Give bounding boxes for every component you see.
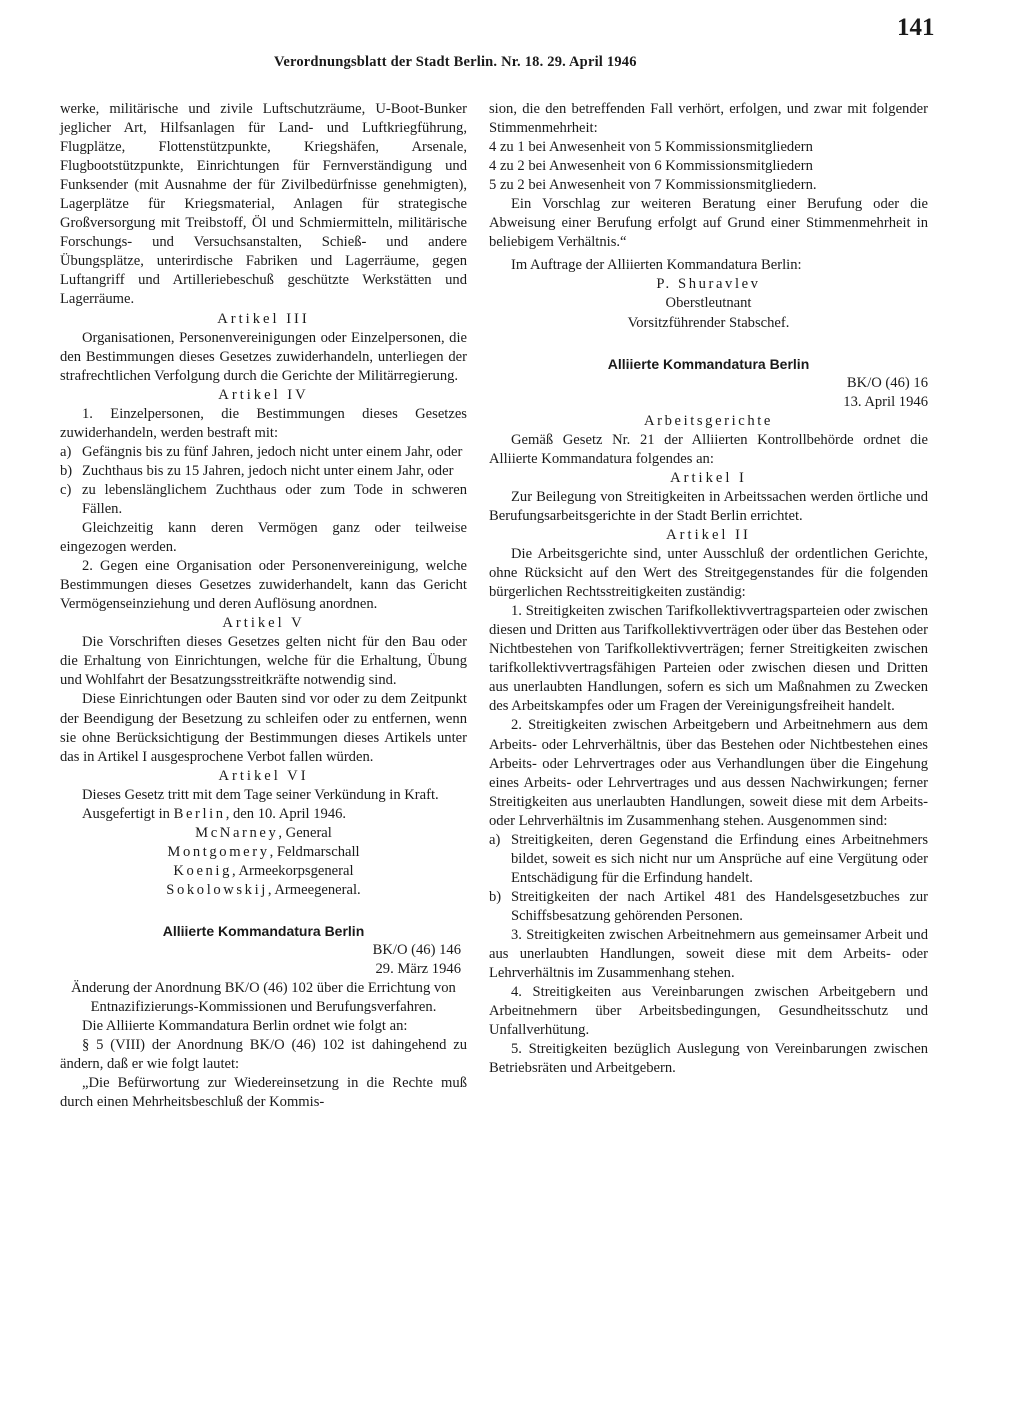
list-text: zu lebenslänglichem Zuchthaus oder zum Tode in schweren Fällen. xyxy=(82,481,467,517)
paragraph: 1. Einzelpersonen, die Bestimmungen dieses Gesetzes zuwiderhandeln, werden bestraft mit: xyxy=(60,405,467,441)
list-item: 5. Streitigkeiten bezüglich Auslegung von Vereinbarungen zwischen Betriebsräten und Arbeitgebern. xyxy=(489,1041,928,1077)
signatory-name: Koenig xyxy=(173,862,232,879)
article-heading: Artikel II xyxy=(666,526,751,543)
left-column xyxy=(60,100,467,1112)
list-item: 2. Streitigkeiten zwischen Arbeitgebern und Arbeitnehmern aus dem Arbeits- oder Lehrverhältnis, über das Bestehen oder Nichtbestehen eines Arbeits- oder Lehrvertrages oder aus Verhandlungen über die Eingehung eines Arbeits- oder Lehrvertrages und aus dessen Nachwirkungen; ferner Streitigkeiten aus unerlaubten Handlungen, soweit diese mit dem Arbeits- oder Lehrverhältnis im Zusammenhang stehen. Ausgenommen sind: xyxy=(489,717,928,829)
order-subject: Arbeitsgerichte xyxy=(644,412,773,429)
vote-rule: 5 zu 2 bei Anwesenheit von 7 Kommissionsmitgliedern. xyxy=(489,177,817,194)
signatory-rank: Oberstleutnant xyxy=(665,295,752,312)
article-heading: Artikel VI xyxy=(218,767,309,784)
order-title: Änderung der Anordnung BK/O (46) 102 über die Errichtung von Entnazifizierungs-Kommissionen und Berufungsverfahren. xyxy=(71,980,456,1016)
issued-prefix: Ausgefertigt in xyxy=(82,805,174,822)
paragraph: Die Alliierte Kommandatura Berlin ordnet wie folgt an: xyxy=(82,1018,408,1035)
list-marker: a) xyxy=(489,831,501,848)
paragraph: Gleichzeitig kann deren Vermögen ganz oder teilweise eingezogen werden. xyxy=(60,520,467,556)
list-text: Gefängnis bis zu fünf Jahren, jedoch nicht unter einem Jahr, oder xyxy=(82,443,463,460)
list-text: Streitigkeiten, deren Gegenstand die Erfindung eines Arbeitnehmers bildet, soweit es sich nicht nur um Ansprüche auf eine Vergütung oder Entschädigung für die Erfindung handelt. xyxy=(511,831,928,886)
paragraph: sion, die den betreffenden Fall verhört, erfolgen, und zwar mit folgender Stimmenmehrheit: xyxy=(489,101,928,137)
signatory-rank: , Armeegeneral. xyxy=(267,881,361,898)
signatory-name: Montgomery xyxy=(167,843,270,860)
order-reference: BK/O (46) 146 xyxy=(372,942,461,959)
vote-rule: 4 zu 1 bei Anwesenheit von 5 Kommissionsmitgliedern xyxy=(489,139,813,156)
list-marker: c) xyxy=(60,481,72,498)
issued-date: , den 10. April 1946. xyxy=(225,805,347,822)
list-item xyxy=(489,888,928,926)
list-item: 1. Streitigkeiten zwischen Tarifkollektivvertragsparteien oder zwischen diesen und Dritten aus Tarifkollektivverträgen oder über das Bestehen oder Nichtbestehen von Tarifkollektivverträgen; ferner Streitigkeiten zwischen tarifkollektivvertragsfähigen Parteien oder zwischen diesen und Dritten aus unerlaubten Handlungen, sofern es sich um Maßnahmen zu Zwecken des Arbeitskampfes oder um Fragen der Vereinigungsfreiheit handelt. xyxy=(489,603,928,715)
list-marker: b) xyxy=(489,888,502,905)
list-item xyxy=(60,481,467,519)
article-heading: Artikel I xyxy=(670,469,747,486)
issued-city: Berlin xyxy=(173,805,226,822)
paragraph: „Die Befürwortung zur Wiedereinsetzung in die Rechte muß durch einen Mehrheitsbeschluß der Kommis- xyxy=(60,1075,467,1111)
paragraph: Die Vorschriften dieses Gesetzes gelten nicht für den Bau oder die Erhaltung von Einrichtungen, welche für die Erhaltung, Übung und Wohlfahrt der Besatzungsstreitkräfte notwendig sind. xyxy=(60,634,467,689)
paragraph: Ein Vorschlag zur weiteren Beratung einer Berufung oder die Abweisung einer Berufung erfolgt auf Grund einer Stimmenmehrheit in beliebigem Verhältnis.“ xyxy=(489,196,928,251)
paragraph: 2. Gegen eine Organisation oder Personenvereinigung, welche Bestimmungen dieses Gesetzes zuwiderhandelt, kann das Gericht Vermögenseinziehung und deren Auflösung anordnen. xyxy=(60,558,467,613)
section-heading: Alliierte Kommandatura Berlin xyxy=(607,355,810,372)
section-heading: Alliierte Kommandatura Berlin xyxy=(162,922,365,939)
signatory-name: McNarney xyxy=(195,824,279,841)
article-heading: Artikel IV xyxy=(218,386,309,403)
list-item: 4. Streitigkeiten aus Vereinbarungen zwischen Arbeitgebern und Arbeitnehmern über Arbeitsbedingungen, Gesundheitsschutz und Unfallverhütung. xyxy=(489,984,928,1039)
signature-line xyxy=(60,843,467,862)
signatory-name: Sokolowskij xyxy=(166,881,268,898)
signature-line xyxy=(60,862,467,881)
article-heading: Artikel V xyxy=(222,615,305,632)
signatory-rank: , Feldmarschall xyxy=(269,843,360,860)
list-marker: a) xyxy=(60,443,72,460)
paragraph: werke, militärische und zivile Luftschutzräume, U-Boot-Bunker jeglicher Art, Hilfsanlagen für Land- und Luftkriegführung, Flugplätze, Flottenstützpunkte, Kriegshäfen, Arsenale, Flugbootstützpunkte, Einrichtungen für Fernverständigung und Funksender (mit Ausnahme der für Zivilbedürfnisse genehmigten), Lagerplätze für Kriegsmaterial, Anlagen für strategische Großversorgung mit Treibstoff, Öl und Schmiermitteln, militärische Forschungs- und Versuchsanstalten, Schieß- und andere Übungsplätze, unterirdische Fabriken und Lagerräume, gegen Luftangriff und Artilleriebeschuß geschützte Werkstätten und Lagerräume. xyxy=(60,101,467,308)
list-item xyxy=(60,462,467,481)
order-date: 13. April 1946 xyxy=(843,393,928,410)
signature-line xyxy=(60,881,467,900)
paragraph: § 5 (VIII) der Anordnung BK/O (46) 102 ist dahingehend zu ändern, daß er wie folgt lautet: xyxy=(60,1037,467,1073)
signatory-rank: , General xyxy=(278,824,332,841)
article-heading: Artikel III xyxy=(217,310,310,327)
order-date: 29. März 1946 xyxy=(375,961,461,978)
running-header: Verordnungsblatt der Stadt Berlin. Nr. 18. 29. April 1946 xyxy=(274,54,637,70)
paragraph: Die Arbeitsgerichte sind, unter Ausschluß der ordentlichen Gerichte, ohne Rücksicht auf den Wert des Streitgegenstandes für die folgenden bürgerlichen Rechtsstreitigkeiten zuständig: xyxy=(489,546,928,601)
paragraph: Organisationen, Personenvereinigungen oder Einzelpersonen, die den Bestimmungen dieses Gesetzes zuwiderhandeln, unterliegen der strafrechtlichen Verfolgung durch die Gerichte der Militärregierung. xyxy=(60,329,467,384)
list-item xyxy=(60,443,467,462)
vote-rule: 4 zu 2 bei Anwesenheit von 6 Kommissionsmitgliedern xyxy=(489,158,813,175)
right-column xyxy=(489,100,928,1078)
order-reference: BK/O (46) 16 xyxy=(846,374,928,391)
paragraph: Dieses Gesetz tritt mit dem Tage seiner Verkündung in Kraft. xyxy=(82,786,439,803)
signatory-role: Vorsitzführender Stabschef. xyxy=(627,314,790,331)
paragraph: Gemäß Gesetz Nr. 21 der Alliierten Kontrollbehörde ordnet die Alliierte Kommandatura folgendes an: xyxy=(489,431,928,467)
paragraph: Zur Beilegung von Streitigkeiten in Arbeitssachen werden örtliche und Berufungsarbeitsgerichte in der Stadt Berlin errichtet. xyxy=(489,488,928,524)
page-number: 141 xyxy=(897,14,935,41)
list-text: Streitigkeiten der nach Artikel 481 des Handelsgesetzbuches zur Schiffsbesatzung gehörenden Personen. xyxy=(511,888,928,924)
authority-line: Im Auftrage der Alliierten Kommandatura Berlin: xyxy=(511,257,802,274)
signatory-rank: , Armeekorpsgeneral xyxy=(231,862,354,879)
list-item: 3. Streitigkeiten zwischen Arbeitnehmern aus gemeinsamer Arbeit und aus unerlaubten Handlungen, soweit diese mit dem Arbeits- oder Lehrverhältnis im Zusammenhang stehen. xyxy=(489,926,928,982)
issued-line xyxy=(60,805,467,824)
list-text: Zuchthaus bis zu 15 Jahren, jedoch nicht unter einem Jahr, oder xyxy=(82,462,454,479)
list-marker: b) xyxy=(60,462,73,479)
paragraph: Diese Einrichtungen oder Bauten sind vor oder zu dem Zeitpunkt der Beendigung der Besetzung zu schleifen oder zu entfernen, wenn sie ohne Berücksichtigung der Bestimmungen dieses Artikels unter das in Artikel I ausgesprochene Verbot fallen würden. xyxy=(60,691,467,765)
list-item xyxy=(489,831,928,888)
signature-line xyxy=(60,824,467,843)
signatory-name: P. Shuravlev xyxy=(656,276,761,293)
